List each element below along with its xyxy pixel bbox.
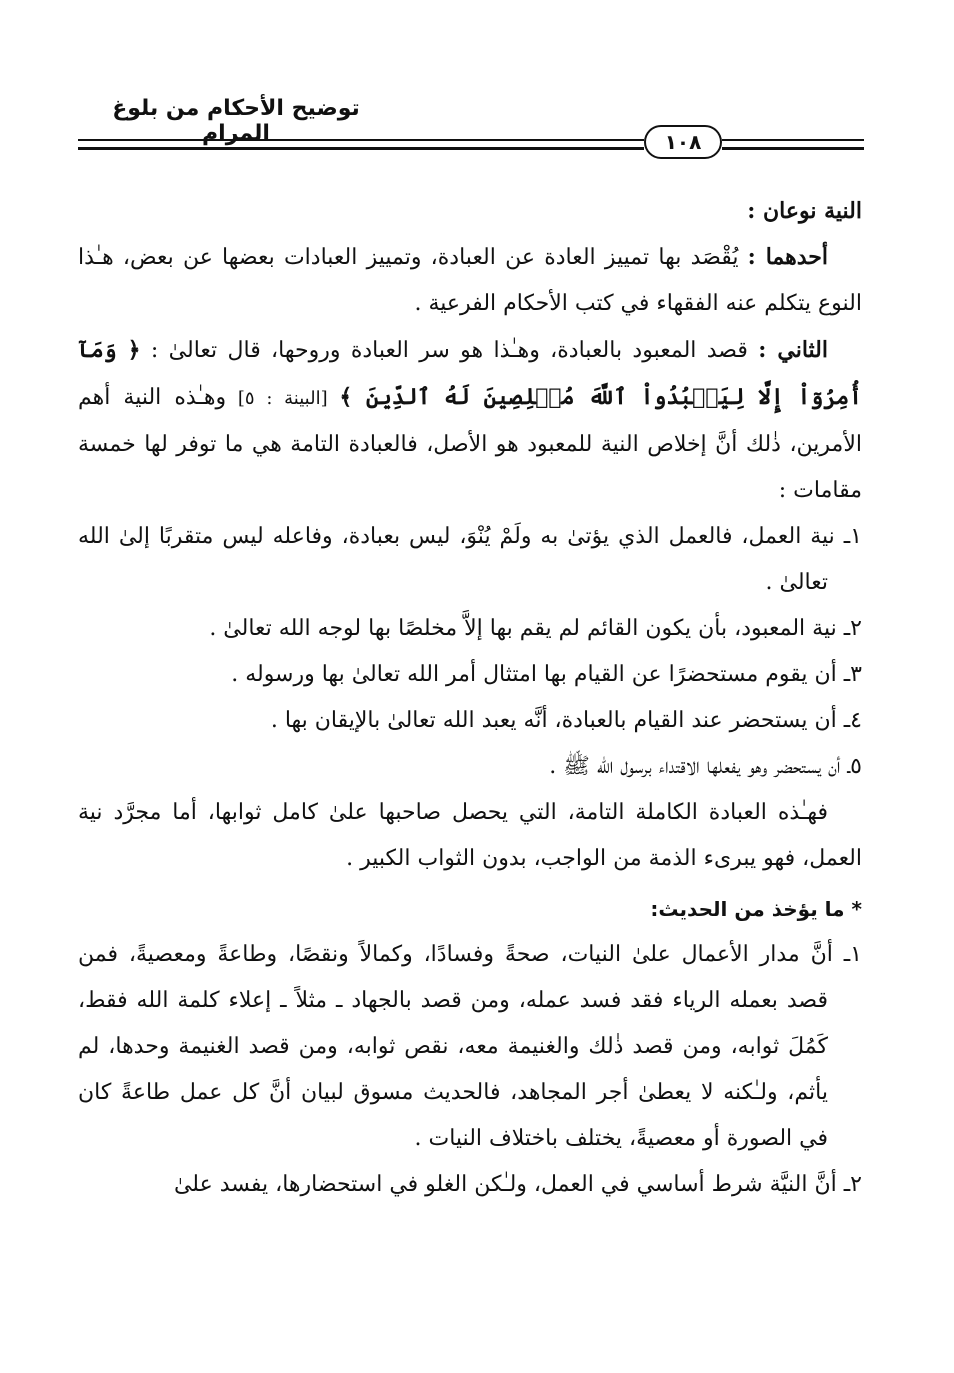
first-type-label: أحدهما : [747, 244, 828, 270]
paragraph-second-type [78, 327, 862, 514]
paragraph-first-type [78, 234, 862, 327]
list-item: ٢ـ نية المعبود، بأن يكون القائم لم يقم بها إلاَّ مخلصًا بها لوجه الله تعالىٰ . [209, 616, 862, 641]
verse-reference: [البينة : ٥] [226, 388, 340, 409]
list-item: ٢ـ أنَّ النيَّة شرط أساسي في العمل، ولـٰكن الغلو في استحضارها، يفسد علىٰ [173, 1172, 862, 1197]
list-item: ١ـ أنَّ مدار الأعمال علىٰ النيات، صحةً وفسادًا، وكمالاً ونقصًا، وطاعةً ومعصيةً، فمن قصد بعمله الرياء فقد فسد عمله، ومن قصد بالجهاد ـ مثلاً ـ إعلاء كلمة الله فقط، كَمُلَ ثوابه، ومن قصد ذٰلك والغنيمة معه، نقص ثوابه، ومن قصد الغنيمة وحدها، لم يأثم، ولـٰكنه لا يعطىٰ أجر المجاهد، فالحديث مسوق لبيان أنَّ كل عمل طاعةً كان في الصورة أو معصيةً، يختلف باختلاف النيات . [78, 942, 862, 1151]
header-rule [78, 147, 644, 150]
quran-verse: ﴿ وَمَآ أُمِرُوٓاْ إِلَّا لِيَعۡبُدُواْ ٱللَّهَ مُخۡلِصِينَ لَهُ ٱلدِّينَ ﴾ [78, 337, 862, 410]
first-type-text: يُقْصَد بها تمييز العادة عن العبادة، وتمييز العبادات بعضها عن بعض، هـٰذا النوع يتكلم عنه الفقهاء في كتب الأحكام الفرعية . [78, 245, 862, 316]
header-rule [722, 147, 864, 150]
page-number: ١٠٨ [644, 125, 722, 159]
page-body [78, 188, 862, 1208]
list-item: ٣ـ أن يقوم مستحضرًا عن القيام بها امتثال أمر الله تعالىٰ بها ورسوله . [231, 662, 862, 687]
second-type-label: الثاني : [758, 337, 828, 363]
running-header-title: توضيح الأحكام من بلوغ المرام [112, 96, 360, 146]
second-type-text: قصد المعبود بالعبادة، وهـٰذا هو سر العبادة وروحها، قال تعالىٰ : [140, 338, 759, 363]
section-heading: * ما يؤخذ من الحديث: [650, 897, 862, 921]
list-item: ١ـ نية العمل، فالعمل الذي يؤتىٰ به ولَمْ يُنْوَ، ليس بعبادة، وفاعله ليس متقربًا إلىٰ الله تعالىٰ . [78, 524, 862, 595]
list-item: ٤ـ أن يستحضر عند القيام بالعبادة، أنَّه يعبد الله تعالىٰ بالإيقان بها . [270, 708, 862, 733]
header-rule [722, 139, 864, 141]
header-rule [78, 139, 644, 141]
second-type-text-cont: وهـٰذه النية أهم الأمرين، ذٰلك أنَّ إخلاص النية للمعبود هو الأصل، فالعبادة التامة هي ما توفر لها خمسة مقامات : [78, 385, 862, 503]
paragraph-complete-worship: فهـٰذه العبادة الكاملة التامة، التي يحصل صاحبها علىٰ كامل ثوابها، أما مجرَّد نية العمل، فهو يبرىء الذمة من الواجب، بدون الثواب الكبير . [78, 800, 862, 871]
list-item: ٥ـ أن يستحضر وهو يفعلها الاقتداء برسول الله ﷺ . [549, 754, 862, 779]
intention-types-heading: النية نوعان : [747, 198, 862, 224]
